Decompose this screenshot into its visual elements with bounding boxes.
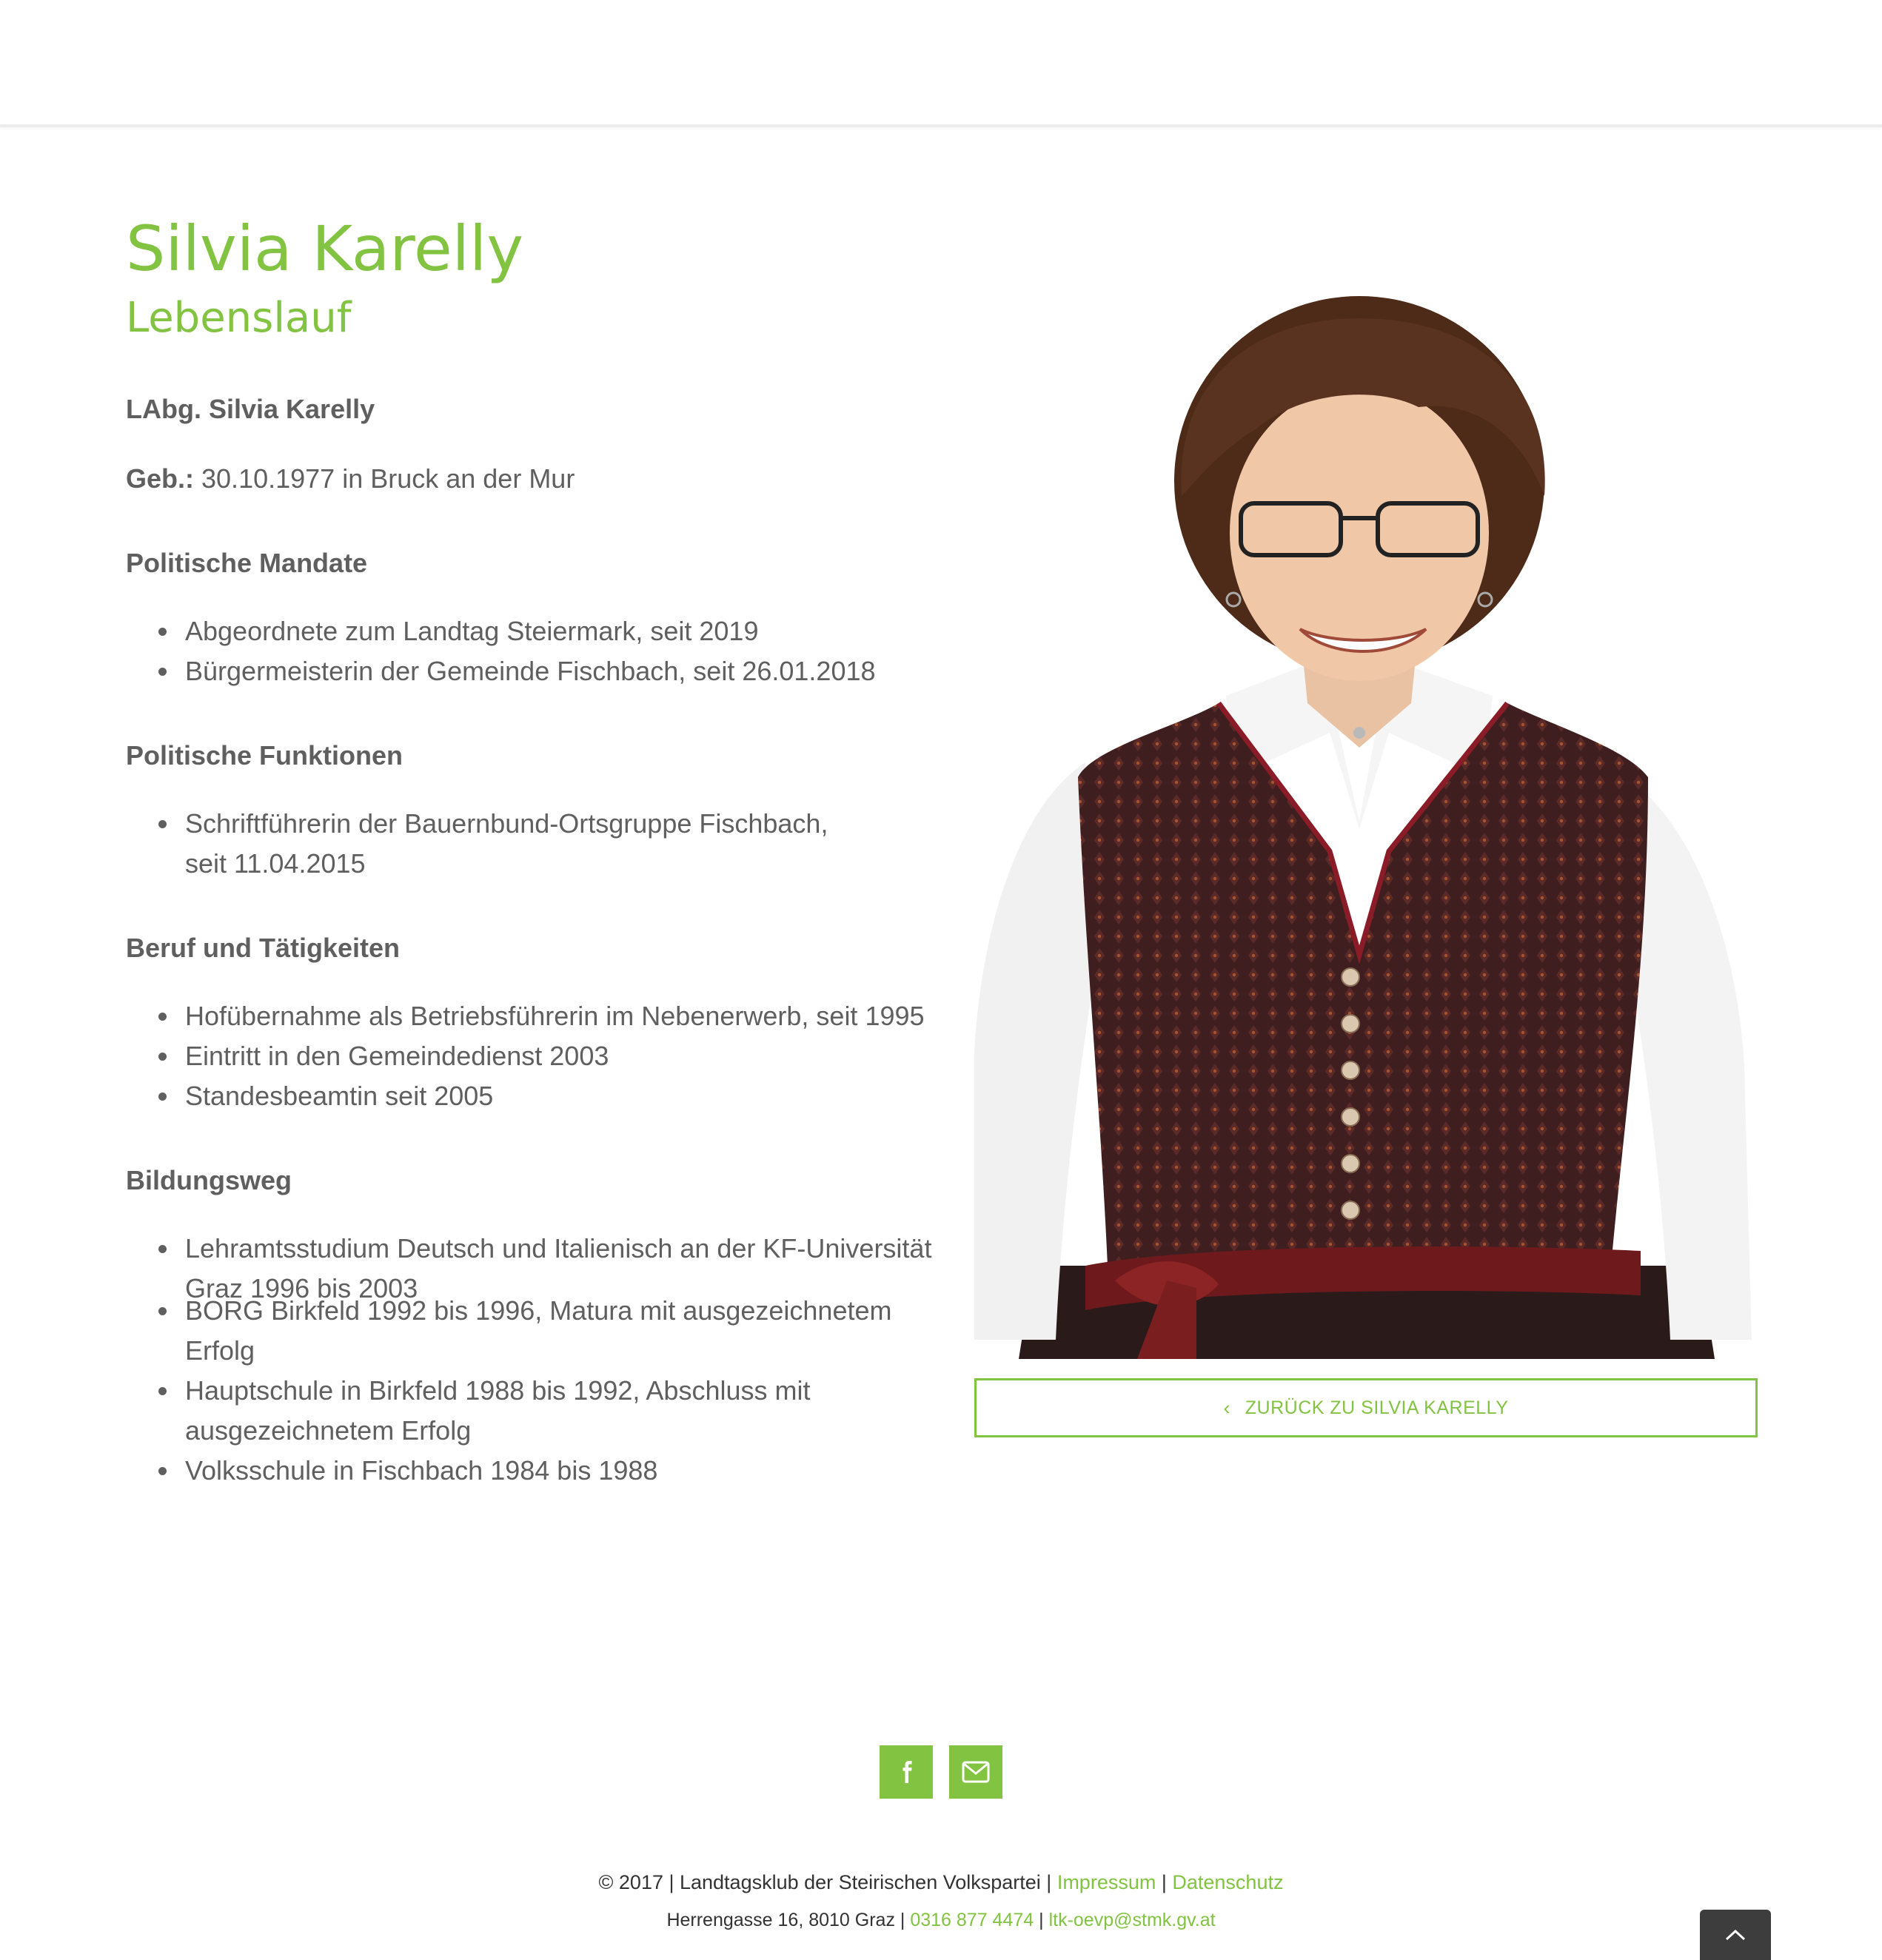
section-heading-beruf: Beruf und Tätigkeiten [126,932,401,963]
list-item: Schriftführerin der Bauernbund-Ortsgruppe Fischbach, seit 11.04.2015 [185,804,874,884]
title-line: LAbg. Silvia Karelly [126,393,375,424]
impressum-link[interactable]: Impressum [1056,1871,1156,1893]
back-button-label: ZURÜCK ZU SILVIA KARELLY [1245,1397,1509,1418]
facebook-icon [893,1759,920,1785]
phone-link[interactable]: 0316 877 4474 [910,1910,1034,1930]
section-heading-mandate: Politische Mandate [126,547,368,578]
back-to-top-button[interactable] [1700,1910,1771,1960]
birth-line [126,459,925,499]
chevron-up-icon [1725,1929,1746,1941]
footer-separator: | [1034,1910,1049,1930]
list-item: Bürgermeisterin der Gemeinde Fischbach, seit 26.01.2018 [185,651,925,691]
footer-address-line [0,1910,1882,1931]
list-item: Eintritt in den Gemeindedienst 2003 [185,1036,925,1076]
footer-separator: | [1156,1871,1173,1893]
page-title: Silvia Karelly [126,212,524,285]
back-button[interactable] [974,1378,1758,1437]
birth-label: Geb.: [126,463,195,494]
portrait-illustration [974,215,1758,1359]
bildungsweg-list [185,1229,932,1491]
list-item: Volksschule in Fischbach 1984 bis 1988 [185,1451,925,1491]
footer-copyright-line [0,1871,1882,1894]
email-button[interactable] [949,1745,1002,1799]
email-link[interactable]: ltk-oevp@stmk.gv.at [1048,1910,1216,1930]
beruf-list [185,996,925,1116]
list-item: Hauptschule in Birkfeld 1988 bis 1992, Abschluss mit ausgezeichnetem Erfolg [185,1371,874,1451]
mandate-list [185,611,925,691]
social-links [880,1745,1002,1799]
section-heading-funktionen: Politische Funktionen [126,739,403,771]
portrait-photo [974,215,1758,1359]
birth-value: 30.10.1977 in Bruck an der Mur [194,463,575,494]
copyright-text: © 2017 | Landtagsklub der Steirischen Volkspartei | [598,1871,1057,1893]
list-item: Lehramtsstudium Deutsch und Italienisch an der KF-Universität Graz 1996 bis 2003 [185,1229,933,1267]
chevron-left-icon: ‹ [1223,1396,1230,1419]
list-item: Abgeordnete zum Landtag Steiermark, seit 2019 [185,611,925,651]
datenschutz-link[interactable]: Datenschutz [1172,1871,1284,1893]
facebook-button[interactable] [880,1745,933,1799]
main-content [126,212,932,1535]
list-item: Standesbeamtin seit 2005 [185,1076,925,1116]
funktionen-list [185,804,925,884]
list-item: Hofübernahme als Betriebsführerin im Nebenerwerb, seit 1995 [185,996,925,1036]
mail-icon [962,1761,990,1783]
list-item: BORG Birkfeld 1992 bis 1996, Matura mit ausgezeichnetem Erfolg [185,1291,933,1371]
site-header [0,0,1882,127]
address-text: Herrengasse 16, 8010 Graz | [666,1910,911,1930]
section-heading-bildungsweg: Bildungsweg [126,1164,292,1195]
page-subtitle: Lebenslauf [126,294,352,343]
